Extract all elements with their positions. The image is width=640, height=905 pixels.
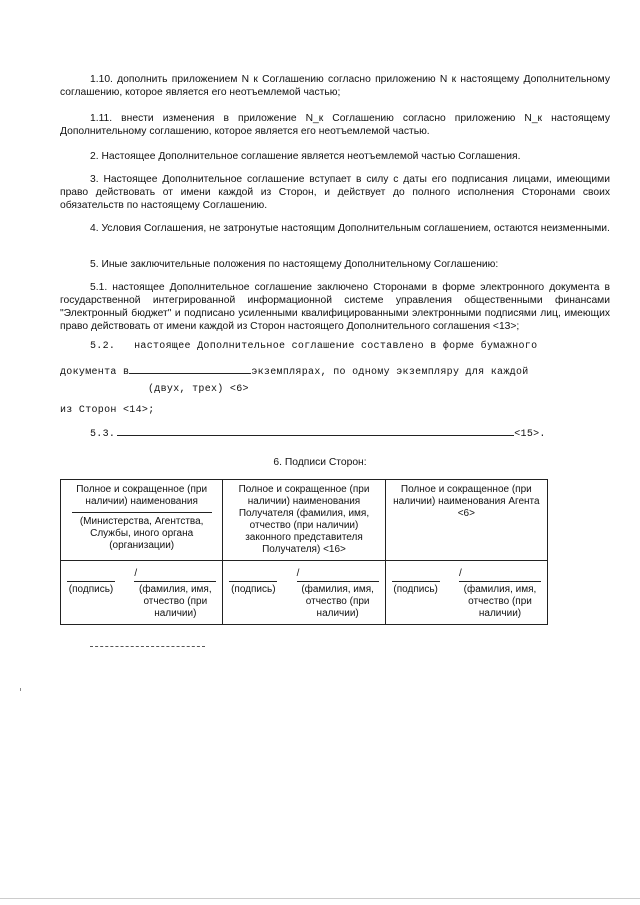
party-1-title: Полное и сокращенное (при наличии) наименования <box>76 484 208 507</box>
paragraph-5-1: 5.1. настоящее Дополнительное соглашение заключено Сторонами в форме электронного документа в государственной интегрированной информационной системе управления общественными финансами "Электронный бюджет" и подписано усиленными квалифицированными электронными подписями лиц, имеющих право действовать от имени каждой из Сторон настоящего Дополнительного соглашения <13>; <box>60 282 610 332</box>
p5-3-blank <box>117 425 514 436</box>
signatures-header-row <box>61 480 548 561</box>
party-1-cell <box>61 480 223 561</box>
paragraph-5-2-line3: из Сторон <14>; <box>60 405 155 416</box>
party-1-subtitle: (Министерства, Агентства, Службы, иного органа (организации) <box>79 516 204 551</box>
party-3-sign-cell <box>385 561 547 625</box>
paragraph-5: 5. Иные заключительные положения по настоящему Дополнительному Соглашению: <box>90 259 499 270</box>
party-2-sign-cell <box>223 561 385 625</box>
paragraph-1-10: 1.10. дополнить приложением N к Соглашению согласно приложению N к настоящему Дополнительному соглашению, которое является его неотъемлемой частью; <box>60 74 610 98</box>
party-3-title: Полное и сокращенное (при наличии) наименования Агента <6> <box>393 484 540 519</box>
copies-hint: (двух, трех) <6> <box>148 384 249 395</box>
signature-field[interactable] <box>67 571 115 582</box>
scan-mark <box>20 688 21 691</box>
signatures-heading: 6. Подписи Сторон: <box>273 457 367 468</box>
signatures-sign-row <box>61 561 548 625</box>
signatures-table <box>60 479 548 625</box>
party-3-cell <box>385 480 547 561</box>
page-bottom-edge <box>0 898 640 899</box>
paragraph-4: 4. Условия Соглашения, не затронутые настоящим Дополнительным соглашением, остаются неизменными. <box>90 223 610 234</box>
fio-field[interactable] <box>296 568 379 582</box>
copies-blank <box>129 363 251 374</box>
signature-field[interactable] <box>392 571 440 582</box>
slash: / <box>134 568 138 579</box>
p5-3-end: <15>. <box>514 429 546 440</box>
line2-end: экземплярах, по одному экземпляру для каждой <box>251 367 529 378</box>
party-1-name-line <box>72 511 212 513</box>
fio-label: (фамилия, имя, отчество (при наличии) <box>301 584 374 619</box>
party-1-sign-cell <box>61 561 223 625</box>
slash: / <box>459 568 462 579</box>
fio-field[interactable] <box>459 568 541 582</box>
signature-label: (подпись) <box>231 584 276 595</box>
paragraph-5-2-line1: 5.2. настоящее Дополнительное соглашение составлено в форме бумажного <box>90 341 538 352</box>
p5-3-label: 5.3. <box>90 429 116 440</box>
signature-label: (подпись) <box>68 584 114 595</box>
party-2-cell <box>223 480 385 561</box>
fio-label: (фамилия, имя, отчество (при наличии) <box>139 584 212 619</box>
paragraph-1-11: 1.11. внести изменения в приложение N_к Соглашению согласно приложению N_к настоящему Дополнительному соглашению, которое является его неотъемлемой частью. <box>60 113 610 137</box>
paragraph-5-3 <box>90 425 546 441</box>
slash: / <box>296 568 300 579</box>
party-2-title: Полное и сокращенное (при наличии) наименования Получателя (фамилия, имя, отчество (при наличии) законного представителя Получателя) <16> <box>238 484 370 555</box>
signature-label: (подпись) <box>393 584 438 595</box>
signature-field[interactable] <box>229 571 277 582</box>
paragraph-3: 3. Настоящее Дополнительное соглашение вступает в силу с даты его подписания лицами, имеющими право действовать от имени каждой из Сторон, и действует до полного исполнения Сторонами своих обязательств по настоящему Соглашению. <box>60 174 610 211</box>
paragraph-5-2-line2 <box>60 363 529 379</box>
line2-start: документа в <box>60 367 130 378</box>
fio-field[interactable] <box>134 568 216 582</box>
footnote-separator <box>90 646 205 647</box>
fio-label: (фамилия, имя, отчество (при наличии) <box>463 584 537 619</box>
paragraph-2: 2. Настоящее Дополнительное соглашение является неотъемлемой частью Соглашения. <box>90 151 521 162</box>
